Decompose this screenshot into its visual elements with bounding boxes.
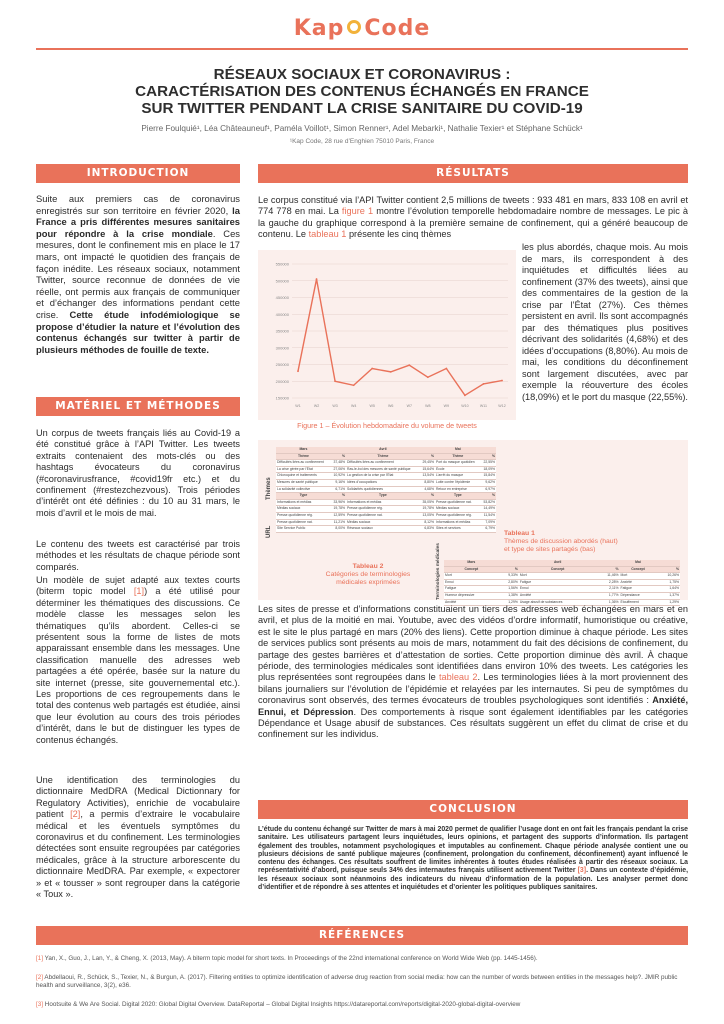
t1cap-line-2: Thèmes de discussion abordés (haut) xyxy=(504,538,618,545)
y-tick-label-4: 350000 xyxy=(275,328,289,334)
reference-1-number: [1] xyxy=(36,955,44,962)
table-1-site-row-3-cell-5: 7,09% xyxy=(481,519,496,526)
reference-1-text: Yan, X., Guo, J., Lan, Y., & Cheng, X. (2013, May). A biterm topic model for short texts. In Proceedings of the 22nd international conference on World Wide Web (pp. 1445-1456). xyxy=(43,955,538,962)
table-1-theme-row-3-cell-4: Lutte contre l’épidémie xyxy=(435,479,481,486)
figure-1-caption: Figure 1 – Évolution hebdomadaire du volume de tweets xyxy=(297,421,477,430)
table-1-theme-row-4-cell-0: La solidarité collective xyxy=(276,486,331,493)
conclusion-text xyxy=(258,826,688,892)
table-1-site-row-2-cell-3: 13,05% xyxy=(420,512,435,519)
conclusion-paragraph-2b: . Dans un contexte d’épidémie, les réseaux sociaux sont néanmoins des indicateurs du niveau d’information de la population. Les analyser permet donc d’identifier et de répondre à ses attentes et inquiétudes et d’orienter les politiques publiques sanitaires. xyxy=(258,867,688,892)
methods-p4-text-b: , a permis d’extraire le vocabulaire médical et les éventuels symptômes du coronavirus et du confinement. Les terminologies détectées sont ensuite regroupées par catégories médicales, grâce à la structure arborescente du dictionnaire MedDRA. Par exemple, « expectorer » et « tousser » sont regrouper dans la catégorie « Toux ». xyxy=(36,809,240,900)
table-2-row-4-cell-4: Étouffement xyxy=(620,599,657,606)
data-point-5 xyxy=(390,371,392,373)
table-1-type-header-cell-1: % xyxy=(331,493,346,500)
x-tick-label-11: W12 xyxy=(498,404,506,408)
poster-title xyxy=(30,66,694,117)
brand-logo xyxy=(0,16,724,48)
y-tick-label-7: 200000 xyxy=(275,378,289,384)
intro-text-2: . Ces mesures, dont le confinement mis en place le 17 mars, ont impacté le quotidien des français de façon inédite. Les réseaux sociaux, notamment Twitter, source reconnue de données de vie réelle, ont permis aux français de communiquer et d’échanger des informations pendant cette crise. xyxy=(36,227,240,320)
affiliation: ¹Kap Code, 28 rue d’Enghien 75010 Paris, France xyxy=(289,138,435,145)
table-2-row-0 xyxy=(444,573,680,580)
table-1-site-row-0-cell-1: 33,96% xyxy=(331,499,346,506)
table-2-row-0-cell-4: Mort xyxy=(620,573,657,580)
table-1-site-row-3-cell-4: Informations et médias xyxy=(435,519,481,526)
data-point-9 xyxy=(464,394,466,396)
table-1-type-header-cell-4: Type xyxy=(435,493,481,500)
table-1-side-label-themes: Thèmes xyxy=(266,477,272,500)
x-tick-label-8: W9 xyxy=(443,404,450,408)
table-1-theme-row-1-cell-1: 27,06% xyxy=(331,466,346,473)
conclusion-paragraph-1: L’étude du contenu échangé sur Twitter de mars à mai 2020 permet de qualifier l’usage dont en ont fait les français pendant la crise sanitaire. Les utilisateurs partagent leurs inquiétudes, leurs opinions, et partagent des supports d’information. Ils partagent également des troubles, notamment psychologiques et imputables au confinement. Chaque période analysée contient une ou plusieurs décisions de santé publique majeures (confinement, prolongation du confinement, déconfinement) ayant influencé le contenu des échanges. xyxy=(258,826,688,867)
reference-3 xyxy=(36,1001,688,1009)
table-1-site-row-0-cell-2: Informations et médias xyxy=(346,499,420,506)
section-header-references: RÉFÉRENCES xyxy=(36,926,688,945)
table-1-site-row-4-cell-2: Réseaux sociaux xyxy=(346,526,420,533)
reference-3-number: [3] xyxy=(36,1001,44,1008)
data-point-6 xyxy=(408,364,410,366)
x-tick-label-7: W8 xyxy=(425,404,431,408)
header-divider xyxy=(36,48,688,50)
y-tick-label-6: 250000 xyxy=(275,362,289,367)
table-1-theme-row-3-cell-5: 9,62% xyxy=(481,479,496,486)
table-2-row-3-cell-2: Anxiété xyxy=(519,592,597,599)
table-1-theme-header-cell-5: % xyxy=(481,453,496,460)
table-2-row-2-cell-4: Fatigue xyxy=(620,586,657,593)
methods-p3-text-b: ) a été utilisé pour déterminer les thématiques des discussions. Ce modèle classe les messages selon les thématiques qu’ils abordent. Celles-ci se présentent sous la forme de listes de mots apparaissant ensemble dans les messages. Une classification manuelle des adresses web partagées a été opérée, basée sur la nature du site internet (presse, site gouvernemental etc.). Les proportions de ces regroupements dans le total des contenus web partagés est étudiée, ainsi que leur évolution au cours des trois périodes d’intérêt, dans le but de distinguer les types de contenus échangés. xyxy=(36,586,240,745)
table-1-type-header-cell-3: % xyxy=(420,493,435,500)
table-1-theme-row-2 xyxy=(276,473,496,480)
reference-2-text: Abdellaoui, R., Schück, S., Texier, N., & Burgun, A. (2017). Filtering entities to optimize identification of adverse drug reaction from social media: how can the number of words between entities in the messages help?. JMIR public health and surveillance, 3(2), e36. xyxy=(36,974,678,989)
table-1-theme-row-4-cell-3: 4,68% xyxy=(420,486,435,493)
table-1-theme-row-2-cell-1: 10,92% xyxy=(331,473,346,480)
table-2-row-1-cell-4: Anxiété xyxy=(620,579,657,586)
table-2-row-3-cell-3: 1,77% xyxy=(596,592,619,599)
y-tick-label-5: 300000 xyxy=(275,345,289,351)
methods-paragraph-2: Le contenu des tweets est caractérisé par trois méthodes et les résultats de chaque période sont comparés. xyxy=(36,539,240,572)
table-1-site-row-1-cell-3: 19,78% xyxy=(420,506,435,513)
table-2-row-1-cell-2: Fatigue xyxy=(519,579,597,586)
table-1-site-row-0-cell-5: 53,82% xyxy=(481,499,496,506)
table-1-site-row-1 xyxy=(276,506,496,513)
table-2-row-0-cell-0: Mort xyxy=(444,573,499,580)
methods-p3-text-a: Un modèle de sujet adapté aux textes courts (biterm topic model xyxy=(36,575,240,597)
table-1-theme-header xyxy=(276,453,496,460)
table-2-caption xyxy=(308,563,428,587)
y-tick-label-1: 500000 xyxy=(275,278,289,284)
table-1-theme-row-1-cell-0: La crise gérée par l’État xyxy=(276,466,331,473)
table-2-row-1 xyxy=(444,579,680,586)
figure-1-chart xyxy=(258,250,516,420)
title-line-2: CARACTÉRISATION DES CONTENUS ÉCHANGÉS EN FRANCE xyxy=(135,83,589,100)
reference-2-number: [2] xyxy=(36,974,44,981)
table-2-row-3-cell-1: 1,38% xyxy=(499,592,519,599)
table-1-site-row-4-cell-5: 6,79% xyxy=(481,526,496,533)
table-1-theme-row-1-cell-2: Ras-le-bol des mesures de santé publique xyxy=(346,466,420,473)
table-1-site-row-4 xyxy=(276,526,496,533)
t1cap-line-3: et type de sites partagés (bas) xyxy=(504,546,596,553)
table-1-type-header xyxy=(276,493,496,500)
title-line-3: SUR TWITTER PENDANT LA CRISE SANITAIRE DU COVID-19 xyxy=(141,100,583,117)
results-side-paragraph: les plus abordés, chaque mois. Au mois de mars, ils correspondent à des inquiétudes et difficultés liées au confinement (37% des tweets), ainsi que des commentaires de la gestion de la crise par l’État (27%). Ces thèmes persistent en avril. Ils sont accompagnés par des thématiques plus positives décrivant des solidarités (4,68%) et des idées d’occupations (8,80%). Au mois de mai, les conditions du déconfinement sont largement discutées, avec par exemple la réouverture des écoles (18,09%) et le port du masque (22,55%). xyxy=(522,242,688,402)
table-2-row-2-cell-3: 2,11% xyxy=(596,586,619,593)
table-2-link[interactable]: tableau 2 xyxy=(439,672,478,683)
results-p1-text-c: présente les cinq thèmes xyxy=(346,229,452,240)
results-p2-text-b: . Les terminologies liées à la mort proviennent des bilans journaliers sur l’évolution de l’épidémie et relayées par les internautes. Si peu de symptômes du coronavirus sont observés, des termes évocateurs de troubles psychologiques sont identifiés : xyxy=(258,672,689,706)
table-1-theme-row-1-cell-4: École xyxy=(435,466,481,473)
table-1-theme-row-0-cell-5: 22,55% xyxy=(481,460,496,467)
table-2-header xyxy=(444,566,680,573)
y-tick-label-0: 550000 xyxy=(275,261,289,267)
table-2-row-3-cell-5: 1,37% xyxy=(656,592,680,599)
intro-bold-1: la France a pris différentes mesures sanitaires pour répondre à la crise mondiale xyxy=(36,204,240,239)
x-tick-label-6: W7 xyxy=(406,404,412,408)
y-tick-label-3: 400000 xyxy=(275,311,289,317)
table-1-theme-row-1-cell-3: 15,64% xyxy=(420,466,435,473)
table-1-site-row-1-cell-5: 14,49% xyxy=(481,506,496,513)
table-1-theme-row-3-cell-3: 8,80% xyxy=(420,479,435,486)
t1cap-line-1: Tableau 1 xyxy=(504,530,535,537)
t2cap-line-2: Catégories de terminologies xyxy=(325,571,411,578)
methods-paragraph-4 xyxy=(36,775,240,900)
section-header-introduction: INTRODUCTION xyxy=(36,164,240,183)
table-1-site-row-1-cell-1: 19,78% xyxy=(331,506,346,513)
table-2-row-0-cell-3: 11,46% xyxy=(596,573,619,580)
table-1-site-row-4-cell-0: Site Service Public xyxy=(276,526,331,533)
weekly-tweets-line-chart xyxy=(258,250,516,420)
section-header-methods: MATÉRIEL ET MÉTHODES xyxy=(36,397,240,416)
table-2-row-2 xyxy=(444,586,680,593)
table-2-month-row-cell-4: Mai xyxy=(620,560,657,566)
intro-text-1: Suite aux premiers cas de coronavirus enregistrés sur son territoire en février 2020, xyxy=(36,193,240,216)
table-1-site-row-4-cell-4: Sites et services xyxy=(435,526,481,533)
x-tick-label-3: W4 xyxy=(350,404,357,408)
table-1-theme-row-1-cell-5: 18,09% xyxy=(481,466,496,473)
x-tick-label-2: W3 xyxy=(332,404,338,408)
table-1-theme-row-2-cell-2: La gestion de la crise par l’État xyxy=(346,473,420,480)
table-2-header-cell-5: % xyxy=(656,566,680,573)
table-1-theme-row-2-cell-3: 13,54% xyxy=(420,473,435,480)
table-1-type-header-cell-5: % xyxy=(481,493,496,500)
table-1-site-row-2-cell-1: 12,59% xyxy=(331,512,346,519)
table-2-row-3 xyxy=(444,592,680,599)
table-1-site-row-4-cell-1: 8,00% xyxy=(331,526,346,533)
table-1-site-row-3-cell-1: 11,21% xyxy=(331,519,346,526)
results-p2-text-c: . Des comportements à risque sont également identifiables par les catégories Dépendance et Usage abusif de substances. Ces résultats suggèrent un effet du climat de crise et du confinement sur les individus. xyxy=(258,706,688,740)
data-point-10 xyxy=(483,383,485,385)
table-2-row-2-cell-2: Ennui xyxy=(519,586,597,593)
table-1-month-row-cell-4: Mai xyxy=(435,447,481,453)
table-1-theme-row-0-cell-1: 37,48% xyxy=(331,460,346,467)
results-paragraph-2 xyxy=(258,604,688,741)
table-2-row-1-cell-3: 2,28% xyxy=(596,579,619,586)
table-1-site-row-3-cell-0: Presse quotidienne nat. xyxy=(276,519,331,526)
data-point-11 xyxy=(501,380,503,382)
table-2-row-3-cell-4: Dépendance xyxy=(620,592,657,599)
table-1-type-header-cell-2: Type xyxy=(346,493,420,500)
table-1-site-row-1-cell-2: Presse quotidienne rég. xyxy=(346,506,420,513)
t2cap-line-1: Tableau 2 xyxy=(352,563,384,570)
methods-p4-text-a: Une identification des terminologies du dictionnaire MedDRA (Medical Dictionnary for Regulatory Activities), enrichie de vocabulaire patient xyxy=(36,775,240,820)
table-2-row-2-cell-1: 1,56% xyxy=(499,586,519,593)
table-1-theme-row-3 xyxy=(276,479,496,486)
results-p1-text-a: Le corpus constitué via l’API Twitter contient 2,5 millions de tweets : 933 481 en mars, 833 108 en avril et 774 778 en mai. La xyxy=(258,195,688,217)
methods-paragraph-1: Un corpus de tweets français liés au Covid-19 a été constitué grâce à l’API Twitter. Les tweets extraits contenaient des mots-clés ou des hashtags évocateurs du coronavirus (#coronavirusfrance, #covid19fr etc.) et du confinement (#restezchezvous). Trois périodes d’intérêt ont été définies : du 10 au 31 mars, le mois d’avril et le mois de mai. xyxy=(36,428,240,518)
table-2-row-4-cell-2: Usage abusif de substances xyxy=(519,599,597,606)
table-1-side-label-url: URL xyxy=(266,525,272,538)
table-2-row-0-cell-2: Mort xyxy=(519,573,597,580)
table-1-type-header-cell-0: Type xyxy=(276,493,331,500)
table-1-site-row-0-cell-3: 35,05% xyxy=(420,499,435,506)
table-1-theme-row-4-cell-4: Retour en entreprise xyxy=(435,486,481,493)
table-1-theme-row-2-cell-5: 15,84% xyxy=(481,473,496,480)
table-2-header-cell-0: Concept xyxy=(444,566,499,573)
table-1-site-row-2-cell-4: Presse quotidienne rég. xyxy=(435,512,481,519)
intro-bold-2: Cette étude infodémiologique se propose d’étudier la nature et l’évolution des contenus échangés sur twitter à partir de plusieurs méthodes de fouille de texte. xyxy=(36,308,240,355)
data-point-4 xyxy=(371,368,373,370)
table-1-site-row-2-cell-5: 11,54% xyxy=(481,512,496,519)
series-line xyxy=(298,279,502,395)
table-1-theme-header-cell-2: Thème xyxy=(346,453,420,460)
table-1-theme-row-0-cell-4: Port du masque quotidien xyxy=(435,460,481,467)
table-1 xyxy=(276,447,496,533)
table-2-row-0-cell-5: 10,26% xyxy=(656,573,680,580)
table-2-header-cell-4: Concept xyxy=(620,566,657,573)
y-tick-label-8: 150000 xyxy=(275,395,289,401)
table-1-site-row-0-cell-0: Informations et médias xyxy=(276,499,331,506)
table-1-theme-row-4 xyxy=(276,486,496,493)
conclusion-paragraph-2a: Ces résultats souffrent de limites inhérentes à toutes études réalisées à partir des réseaux sociaux. La représentativité d’abord, puisque seuls 34% des internautes français utilisent activement Twitter xyxy=(258,859,688,875)
table-1-theme-header-cell-1: % xyxy=(331,453,346,460)
table-1-site-row-3-cell-2: Médias sociaux xyxy=(346,519,420,526)
data-point-1 xyxy=(316,278,318,280)
table-1-site-row-3 xyxy=(276,519,496,526)
table-2-row-2-cell-5: 1,64% xyxy=(656,586,680,593)
table-1-theme-header-cell-4: Thème xyxy=(435,453,481,460)
table-2-row-0-cell-1: 9,33% xyxy=(499,573,519,580)
table-1-theme-row-2-cell-4: L’arrêt du masque xyxy=(435,473,481,480)
table-2-row-1-cell-5: 1,75% xyxy=(656,579,680,586)
x-tick-label-5: W6 xyxy=(388,404,394,408)
table-1-theme-row-0-cell-2: Difficultés liées au confinement xyxy=(346,460,420,467)
figure-1-link[interactable]: figure 1 xyxy=(341,206,374,217)
brand-dot-icon xyxy=(347,20,361,34)
table-1-site-row-0 xyxy=(276,499,496,506)
table-1-link[interactable]: tableau 1 xyxy=(308,229,347,240)
table-1-theme-row-3-cell-2: Idées d’occupations xyxy=(346,479,420,486)
table-1-site-row-1-cell-4: Médias sociaux xyxy=(435,506,481,513)
table-1-theme-header-cell-0: Thème xyxy=(276,453,331,460)
table-2-header-cell-2: Concept xyxy=(519,566,597,573)
table-1-month-row-cell-0: Mars xyxy=(276,447,331,453)
table-1-site-row-0-cell-4: Presse quotidienne nat. xyxy=(435,499,481,506)
table-1-theme-row-3-cell-1: 9,16% xyxy=(331,479,346,486)
table-2-row-4-cell-1: 1,29% xyxy=(499,599,519,606)
table-2-month-row-cell-0: Mars xyxy=(444,560,499,566)
results-p1-text-b: montre l’évolution temporelle hebdomadaire nombre de messages. Le pic à la gauche du graphique correspond à la première semaine de confinement, qui a généré beaucoup de contenu. Le xyxy=(258,206,688,240)
table-1-site-row-2-cell-0: Presse quotidienne rég. xyxy=(276,512,331,519)
table-2-side-label: Terminologies médicales xyxy=(436,543,441,600)
table-1-theme-row-1 xyxy=(276,466,496,473)
table-2-header-cell-3: % xyxy=(596,566,619,573)
table-1-site-row-2 xyxy=(276,512,496,519)
table-1-caption xyxy=(504,530,684,554)
table-1-theme-row-4-cell-1: 6,71% xyxy=(331,486,346,493)
methods-ref-2-link[interactable]: [2] xyxy=(70,809,81,820)
x-tick-label-9: W10 xyxy=(461,404,469,408)
table-2-row-4-cell-3: 1,36% xyxy=(596,599,619,606)
table-1-theme-row-3-cell-0: Mesures de santé publique xyxy=(276,479,331,486)
authors: Pierre Foulquié¹, Léa Châteauneuf¹, Paméla Voillot¹, Simon Renner¹, Adel Mebarki¹, Nathalie Texier¹ et Stéphane Schück¹ xyxy=(141,124,583,133)
data-point-3 xyxy=(353,384,355,386)
table-2 xyxy=(444,560,680,606)
table-1-theme-header-cell-3: % xyxy=(420,453,435,460)
table-1-site-row-3-cell-3: 8,12% xyxy=(420,519,435,526)
table-2-row-1-cell-0: Ennui xyxy=(444,579,499,586)
table-1-site-row-4-cell-3: 6,83% xyxy=(420,526,435,533)
results-p2-text-a: Les sites de presse et d’informations constituaient un tiers des adresses web échangées en mars et en avril, et plus de la moitié en mai. Youtube, avec des vidéos d’ordre informatif, humoristique ou créative, est le site le plus partagé en mars (20% des liens). Cette proportion diminue à chaque période. Les sites de services publics sont présents au mois de mars, notamment du fait des décisions de confinement, du partage des gestes barrières et d’attestation de sorties. Cette proportion diminue dès avril. À chaque période, des terminologies médicales sont identifiées dans environ 10% des tweets. Les catégories les plus représentées sont regroupées dans le xyxy=(258,604,688,683)
brand-right: Code xyxy=(364,16,431,41)
results-p2-bold: Anxiété, Ennui, et Dépression xyxy=(258,695,688,717)
methods-ref-1-link[interactable]: [1] xyxy=(133,586,145,597)
table-2-row-4-cell-5: 1,29% xyxy=(656,599,680,606)
table-1-theme-row-4-cell-2: Solidarités quotidiennes xyxy=(346,486,420,493)
data-point-8 xyxy=(445,368,447,370)
table-1-theme-row-4-cell-5: 6,97% xyxy=(481,486,496,493)
title-line-1: RÉSEAUX SOCIAUX ET CORONAVIRUS : xyxy=(213,66,511,83)
data-point-2 xyxy=(334,380,336,382)
reference-3-text: Hootsuite & We Are Social. Digital 2020: Global Digital Overview. DataReportal – Global Digital Insights https://datareportal.com/reports/digital-2020-global-digital-overview xyxy=(43,1001,521,1008)
section-header-conclusion: CONCLUSION xyxy=(258,800,688,819)
x-tick-label-4: W5 xyxy=(369,404,375,408)
methods-paragraph-3 xyxy=(36,575,240,746)
y-tick-label-2: 450000 xyxy=(275,295,289,300)
data-point-0 xyxy=(297,370,299,372)
table-1-site-row-1-cell-0: Médias sociaux xyxy=(276,506,331,513)
x-tick-label-0: W1 xyxy=(295,404,301,408)
x-tick-label-10: W11 xyxy=(479,404,488,408)
reference-2 xyxy=(36,974,688,990)
table-1-theme-row-2-cell-0: Chloroquine et traitements xyxy=(276,473,331,480)
table-2-row-1-cell-1: 2,80% xyxy=(499,579,519,586)
table-1-theme-row-0-cell-0: Difficultés liées au confinement xyxy=(276,460,331,467)
t2cap-line-3: médicales exprimées xyxy=(336,579,400,586)
x-tick-label-1: W2 xyxy=(313,404,320,408)
conclusion-ref-3-link[interactable]: [3] xyxy=(577,867,587,875)
brand-left: Kap xyxy=(293,16,345,41)
table-1-month-row-cell-2: Avril xyxy=(346,447,420,453)
table-2-month-row-cell-2: Avril xyxy=(519,560,597,566)
data-point-7 xyxy=(427,376,429,378)
reference-1 xyxy=(36,955,688,963)
table-2-row-2-cell-0: Fatigue xyxy=(444,586,499,593)
table-1-site-row-2-cell-2: Presse quotidienne nat. xyxy=(346,512,420,519)
results-paragraph-1 xyxy=(258,195,688,241)
table-2-row-4-cell-0: Anxiété xyxy=(444,599,499,606)
intro-text xyxy=(36,193,240,355)
table-1-theme-row-0-cell-3: 29,45% xyxy=(420,460,435,467)
table-2-header-cell-1: % xyxy=(499,566,519,573)
table-1-theme-row-0 xyxy=(276,460,496,467)
table-2-row-3-cell-0: Humeur dépressive xyxy=(444,592,499,599)
section-header-results: RÉSULTATS xyxy=(258,164,688,183)
